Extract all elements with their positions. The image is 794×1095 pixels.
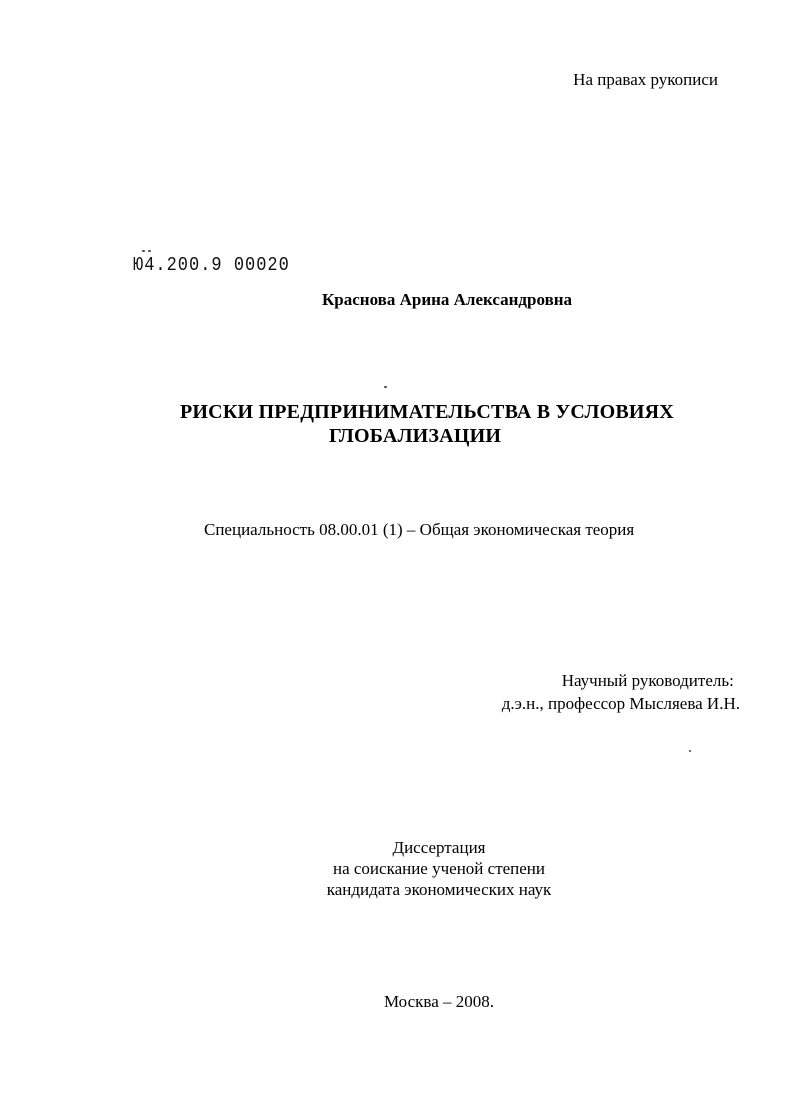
dissertation-line-2: на соискание ученой степени <box>332 859 546 878</box>
dissertation-line-3: кандидата экономических наук <box>326 880 552 899</box>
supervisor-name: д.э.н., профессор Мысляева И.Н. <box>501 694 740 713</box>
scan-speck <box>148 250 151 252</box>
supervisor-label: Научный руководитель: <box>561 671 734 690</box>
dissertation-block <box>0 837 794 900</box>
scan-speck <box>142 250 145 252</box>
city-year: Москва – 2008. <box>383 992 495 1011</box>
specialty-line: Специальность 08.00.01 (1) – Общая экономическая теория <box>204 520 635 539</box>
rights-note: На правах рукописи <box>573 70 718 89</box>
dissertation-line-1: Диссертация <box>392 838 486 857</box>
title-line-1: РИСКИ ПРЕДПРИНИМАТЕЛЬСТВА В УСЛОВИЯХ <box>180 401 674 423</box>
supervisor-block <box>502 669 740 715</box>
title-line-2: ГЛОБАЛИЗАЦИИ <box>329 425 502 447</box>
scan-speck <box>384 386 387 388</box>
scan-speck <box>689 750 691 752</box>
author-name: Краснова Арина Александровна <box>321 290 573 309</box>
library-stamp-code: Ю4.200.9 00020 <box>133 255 290 277</box>
